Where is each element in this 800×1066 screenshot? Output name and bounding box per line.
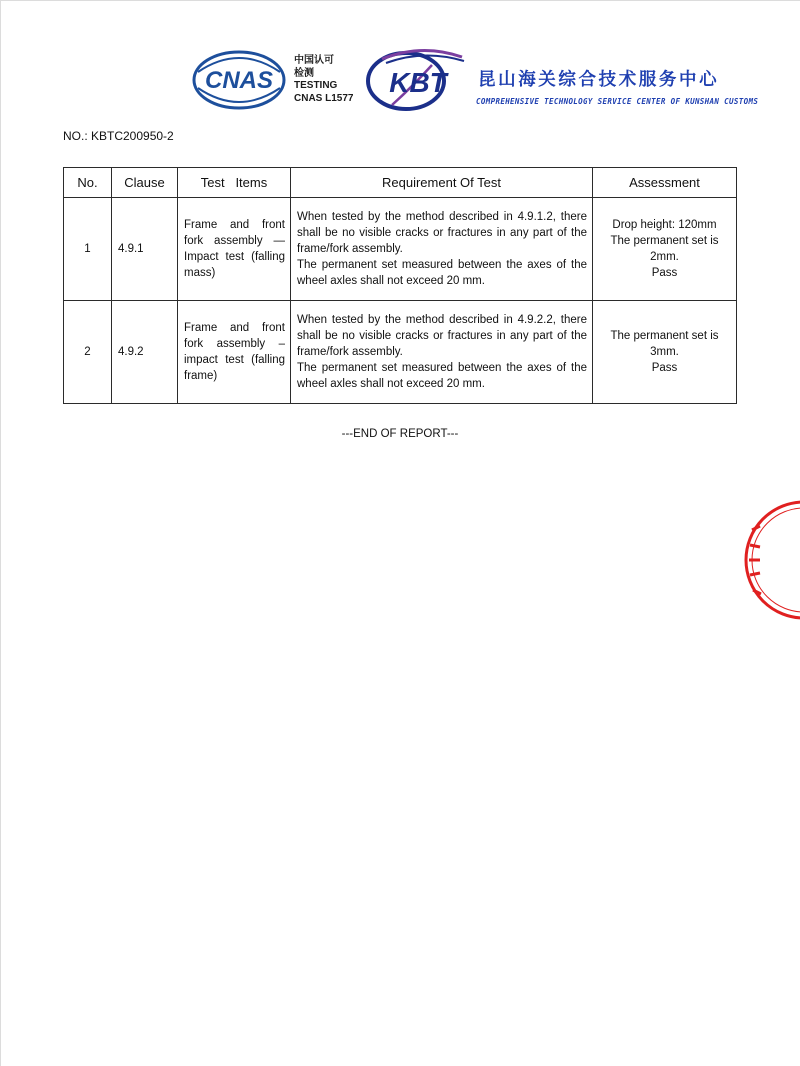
table-row <box>64 198 737 301</box>
table-row <box>64 301 737 404</box>
kbt-logo-icon <box>362 47 466 113</box>
page-border-left <box>0 0 1 1066</box>
cnas-line-2: 检测 <box>294 67 314 79</box>
row-no: 1 <box>64 198 112 301</box>
requirement-line: When tested by the method described in 4.9.1.2, there shall be no visible cracks or fractures in any part of the frame/fork assembly. <box>297 211 587 255</box>
row-test-item: Frame and front fork assembly – impact test (falling frame) <box>178 301 291 404</box>
row-assessment <box>593 198 737 301</box>
assessment-line: Drop height: 120mm <box>612 219 717 231</box>
requirement-line: The permanent set measured between the axes of the wheel axles shall not exceed 20 mm. <box>297 362 587 390</box>
row-clause: 4.9.1 <box>112 198 178 301</box>
header-test-items: Test Items <box>178 168 291 198</box>
cnas-accreditation-text <box>294 55 353 105</box>
header-requirement: Requirement Of Test <box>291 168 593 198</box>
organization-name-chinese: 昆山海关综合技术服务中心 <box>478 70 720 90</box>
organization-name-english: COMPREHENSIVE TECHNOLOGY SERVICE CENTER OF KUNSHAN CUSTOMS <box>476 97 759 106</box>
cnas-line-1: 中国认可 <box>294 55 334 66</box>
row-assessment <box>593 301 737 404</box>
assessment-result: Pass <box>651 362 678 374</box>
row-requirement <box>291 301 593 404</box>
header-clause: Clause <box>112 168 178 198</box>
end-of-report: ---END OF REPORT--- <box>341 428 459 440</box>
requirement-line: When tested by the method described in 4.9.2.2, there shall be no visible cracks or fractures in any part of the frame/fork assembly. <box>297 314 587 358</box>
cnas-line-4: CNAS L1577 <box>294 92 354 104</box>
row-requirement <box>291 198 593 301</box>
row-clause: 4.9.2 <box>112 301 178 404</box>
cnas-line-3: TESTING <box>294 80 338 91</box>
row-no: 2 <box>64 301 112 404</box>
header-no: No. <box>64 168 112 198</box>
requirement-line: The permanent set measured between the axes of the wheel axles shall not exceed 20 mm. <box>297 259 587 287</box>
assessment-result: Pass <box>651 267 678 279</box>
kbt-logo-text: KBT <box>389 67 447 98</box>
cnas-logo-text: CNAS <box>204 67 274 94</box>
report-number: NO.: KBTC200950-2 <box>63 129 174 143</box>
page-border-top <box>0 0 800 1</box>
assessment-line: The permanent set is 3mm. <box>610 330 719 358</box>
cnas-logo-icon <box>192 50 286 110</box>
assessment-line: The permanent set is 2mm. <box>610 235 719 263</box>
header-assessment: Assessment <box>593 168 737 198</box>
red-seal-stamp-icon <box>742 500 800 620</box>
table-header-row <box>64 168 737 198</box>
test-results-table <box>63 167 737 404</box>
row-test-item: Frame and front fork assembly — Impact test (falling mass) <box>178 198 291 301</box>
